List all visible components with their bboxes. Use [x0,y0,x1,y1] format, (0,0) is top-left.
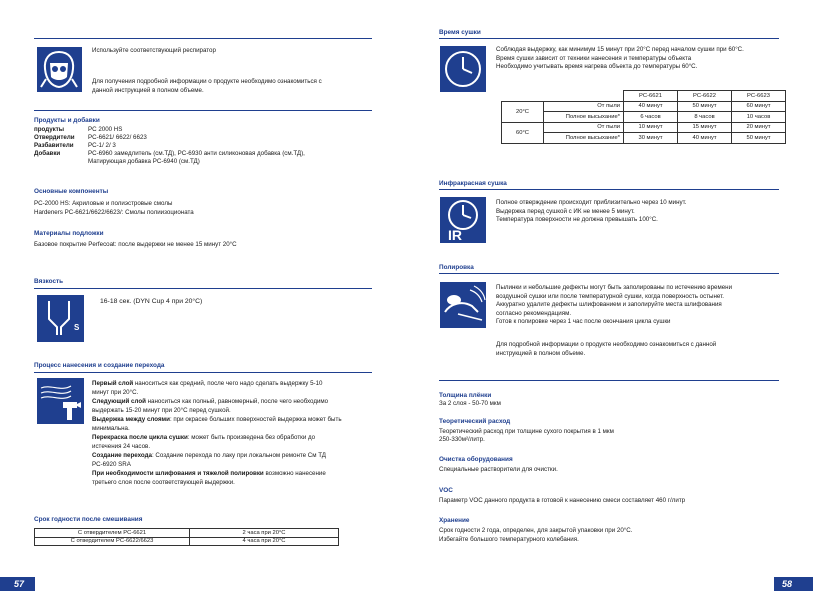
polishing-note-2: инструкцией в полном объеме. [496,350,586,357]
left-page [0,0,406,599]
temp-cell: 60°С [502,122,544,143]
process-line: минимальна. [92,425,130,432]
infrared-line-2: Выдержка перед сушкой с ИК не менее 5 минут. [496,207,635,215]
respirator-note-1: Для получения подробной информации о продукте необходимо ознакомиться с [92,78,322,85]
consumption-line-1: Теоретический расход при толщине сухого покрытия в 1 мкм [439,428,614,435]
respirator-text: Используйте соответствующий респиратор [92,47,216,54]
table-cell: 15 минут [678,122,732,133]
rule-specs [439,380,779,381]
hardeners-label: Отвердители [34,134,75,141]
substrate-text: Базовое покрытие Perfecoat: после выдержки не менее 15 минут 20°С [34,241,237,248]
table-cell: 50 минут [732,133,786,144]
products-value: PC 2000 HS [88,126,123,133]
process-line: PC-6920 SRA [92,461,131,468]
consumption-title: Теоретический расход [439,418,511,425]
drying-line-3: Необходимо учитывать время нагрева объекта до температуры 60°С. [496,63,698,70]
products-list [34,126,305,166]
cleaning-value: Специальные растворители для очистки. [439,466,558,473]
table-cell: С отвердителем PC-6621 [35,529,190,538]
table-cell: 50 минут [678,101,732,112]
drying-line-1: Соблюдая выдержку, как минимум 15 минут при 20°С перед началом сушки при 60°С. [496,46,744,53]
table-cell: 8 часов [678,112,732,123]
table-cell: 4 часа при 20°С [190,537,339,546]
process-line: третьего слоя после соответствующей выдержки. [92,479,235,486]
process-line: Первый слой наноситься как средний, после чего надо сделать выдержку 5-10 [92,380,323,387]
viscosity-title: Вязкость [34,278,64,285]
table-header: PC-6621 [624,91,678,102]
table-cell: 10 часов [732,112,786,123]
right-page-number: 58 [782,579,793,589]
table-row [35,537,339,546]
polishing-line: воздушной сушки или после температурной сушки, когда поверхность остынет. [496,292,725,300]
viscosity-icon-letter: S [74,323,80,332]
left-page-number: 57 [14,579,25,589]
spray-gun-icon [37,378,84,424]
respirator-note-2: данной инструкцией в полном объеме. [92,87,204,94]
process-line: минут при 20°С. [92,389,139,396]
polishing-note [496,340,716,358]
process-line: При необходимости шлифования и тяжелой полировки возможно нанесение [92,470,326,477]
hardeners-value: PC-6621/ 6622/ 6623 [88,134,147,141]
storage-line-1: Срок годности 2 года, определен, для закрытой упаковки при 20°С. [439,527,633,534]
components-title: Основные компоненты [34,188,109,195]
table-row [502,101,786,112]
right-page [410,0,813,599]
potlife-table [34,528,339,546]
polishing-line: Пылинки и небольшие дефекты могут быть заполированы по истечению времени [496,284,733,291]
table-header: PC-6623 [732,91,786,102]
viscosity-value: 16-18 сек. (DYN Cup 4 при 20°C) [100,298,203,305]
viscosity-cup-icon [37,295,84,342]
drying-line-2: Время сушки зависит от техники нанесения и температуры объекта [496,54,692,62]
table-cell: 2 часа при 20°С [190,529,339,538]
rule-drying [439,38,779,39]
polishing-title: Полировка [439,264,474,271]
polishing-line: Готов к полировке через 1 час после окончания цикла сушки [496,318,671,325]
clock-icon [440,46,486,92]
top-rule [34,38,372,39]
additives-label: Добавки [34,150,61,157]
temp-cell: 20°С [502,101,544,122]
infrared-icon-letters: IR [448,227,462,243]
cleaning-title: Очистка оборудования [439,456,513,463]
table-row [502,112,786,123]
additives-extra: Матирующая добавка PC-6940 (см.ТД) [88,158,200,165]
components-line-1: PC-2000 HS: Акриловые и полиэстровые смолы [34,200,173,207]
process-line: Выдержка между слоями: при окраске больших поверхностей выдержка может быть [92,416,342,423]
table-cell: 40 минут [624,101,678,112]
voc-title: VOC [439,487,453,494]
table-cell: С отвердителем PC-6622/6623 [35,537,190,546]
table-cell: 20 минут [732,122,786,133]
infrared-line-3: Температура поверхности не должна превышать 100°С. [496,216,658,223]
polishing-text [496,284,732,327]
table-row [35,529,339,538]
process-line: истечения 24 часов. [92,443,151,450]
storage-title: Хранение [439,517,470,524]
voc-value: Параметр VOC данного продукта в готовой к нанесению смеси составляет 460 г/литр [439,497,686,504]
table-row [502,122,786,133]
components-line-2: Hardeners PC-6621/6622/6623/: Смолы полиизоционата [34,209,194,216]
polishing-line: Аккуратно удалите дефекты шлифованием и заполируйте места шлифования [496,301,722,308]
infrared-clock-icon [440,197,486,243]
thickness-value: За 2 слоя - 50-70 мкм [439,400,501,407]
products-label: продукты [34,126,65,133]
table-cell: 6 часов [624,112,678,123]
table-cell: От пыли [544,122,624,133]
rule-polishing [439,273,779,274]
infrared-text [496,199,687,225]
rule-infrared [439,189,779,190]
process-title: Процесс нанесения и создание перехода [34,362,165,369]
drying-table [501,90,786,144]
process-line: выдержать 15-20 минут при 20°С перед сушкой. [92,407,231,414]
table-cell: 30 минут [624,133,678,144]
polishing-note-1: Для подробной информации о продукте необходимо ознакомиться с данной [496,341,717,348]
process-text [92,379,342,487]
thinners-value: PC-1/ 2/ 3 [88,142,116,149]
table-row [502,91,786,102]
infrared-line-1: Полное отверждение происходит приблизительно через 10 минут. [496,199,687,206]
table-header: PC-6622 [678,91,732,102]
table-cell: От пыли [544,101,624,112]
substrate-title: Материалы подложки [34,230,104,237]
respirator-icon [37,47,82,92]
right-footer-bar [774,577,813,591]
rule-products [34,110,372,111]
process-line: Следующий слой наноситься как полный, равномерный, после чего необходимо [92,398,329,405]
polishing-icon [440,282,486,328]
table-row [502,133,786,144]
table-cell: 60 минут [732,101,786,112]
infrared-title: Инфракрасная сушка [439,180,507,187]
drying-title: Время сушки [439,29,481,36]
additives-value: PC-6960 замедлитель (см.ТД), PC-6930 анти силиконовая добавка (см.ТД), [88,150,305,157]
storage-line-2: Избегайте большого температурного колебания. [439,536,579,543]
thickness-title: Толщина плёнки [439,392,492,399]
process-line: Перекраска после цикла сушки: может быть произведена без обработки до [92,434,316,441]
rule-process [34,372,372,373]
table-cell: 10 минут [624,122,678,133]
consumption-line-2: 250-330м²/литр. [439,436,485,443]
table-cell: Полное высыхание* [544,133,624,144]
drying-text [496,46,744,72]
table-cell: 40 минут [678,133,732,144]
thinners-label: Разбавители [34,142,74,149]
rule-viscosity [34,288,372,289]
potlife-title: Срок годности после смешивания [34,516,143,523]
process-line: Создание перехода: Создание перехода по лаку при локальном ремонте См ТД [92,452,327,459]
table-cell: Полное высыхание* [544,112,624,123]
polishing-line: согласно рекомендациям. [496,309,572,317]
products-title: Продукты и добавки [34,117,100,124]
